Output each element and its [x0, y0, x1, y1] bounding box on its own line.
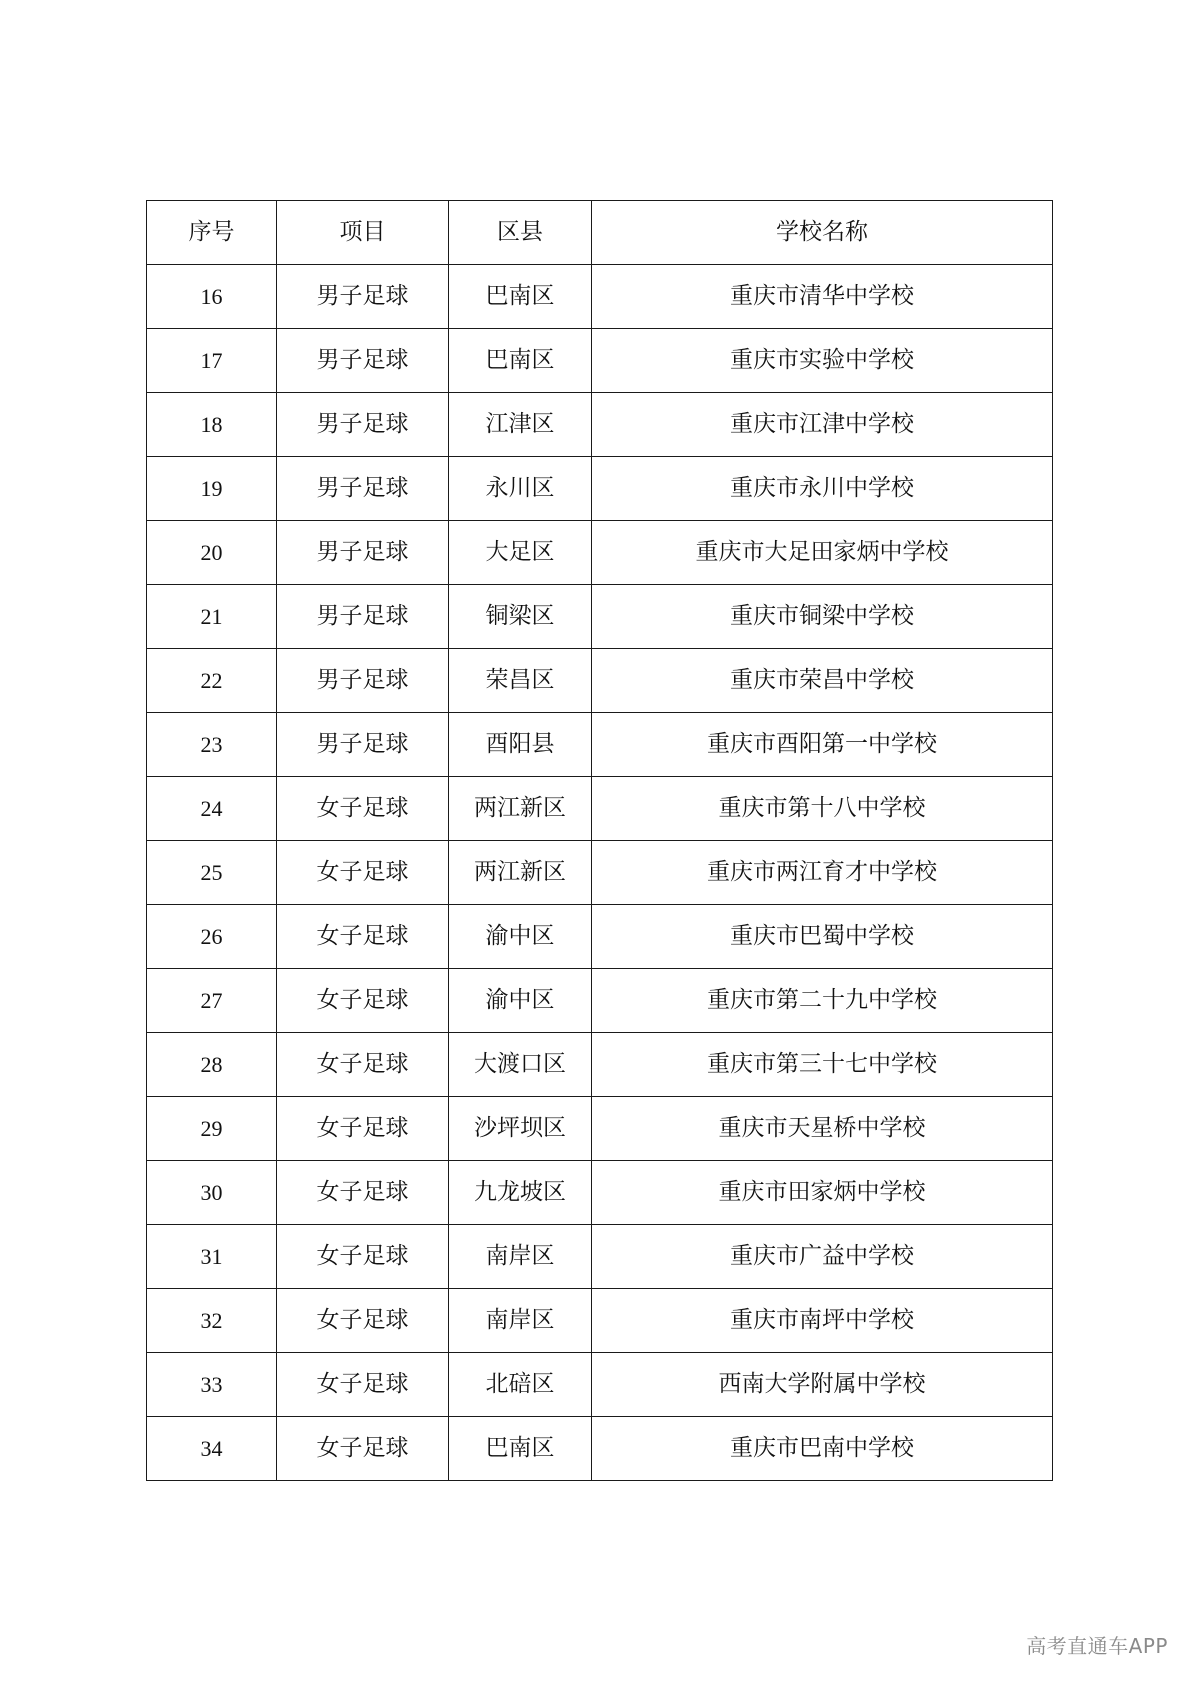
- cell-serial-number: 27: [147, 969, 277, 1033]
- cell-school-name: 重庆市南坪中学校: [592, 1289, 1053, 1353]
- table-row: [147, 1033, 1053, 1097]
- cell-school-name: 重庆市天星桥中学校: [592, 1097, 1053, 1161]
- cell-district: 铜梁区: [449, 585, 592, 649]
- cell-project: 男子足球: [277, 585, 449, 649]
- table-row: [147, 1161, 1053, 1225]
- cell-serial-number: 30: [147, 1161, 277, 1225]
- cell-school-name: 重庆市第二十九中学校: [592, 969, 1053, 1033]
- cell-district: 渝中区: [449, 905, 592, 969]
- school-list-table: [146, 200, 1053, 1481]
- table-row: [147, 1353, 1053, 1417]
- cell-project: 男子足球: [277, 393, 449, 457]
- cell-project: 女子足球: [277, 841, 449, 905]
- cell-project: 女子足球: [277, 905, 449, 969]
- cell-serial-number: 28: [147, 1033, 277, 1097]
- cell-serial-number: 25: [147, 841, 277, 905]
- cell-serial-number: 16: [147, 265, 277, 329]
- cell-school-name: 重庆市田家炳中学校: [592, 1161, 1053, 1225]
- table-row: [147, 329, 1053, 393]
- cell-school-name: 重庆市第三十七中学校: [592, 1033, 1053, 1097]
- cell-school-name: 重庆市广益中学校: [592, 1225, 1053, 1289]
- table-row: [147, 969, 1053, 1033]
- table-row: [147, 1289, 1053, 1353]
- cell-district: 大足区: [449, 521, 592, 585]
- cell-serial-number: 19: [147, 457, 277, 521]
- table-row: [147, 521, 1053, 585]
- cell-district: 巴南区: [449, 329, 592, 393]
- watermark-text: 高考直通车APP: [1026, 1634, 1168, 1658]
- cell-school-name: 重庆市永川中学校: [592, 457, 1053, 521]
- table-row: [147, 265, 1053, 329]
- header-row: [147, 201, 1053, 265]
- cell-school-name: 重庆市清华中学校: [592, 265, 1053, 329]
- table-body: [147, 265, 1053, 1481]
- cell-district: 南岸区: [449, 1225, 592, 1289]
- cell-serial-number: 31: [147, 1225, 277, 1289]
- cell-serial-number: 23: [147, 713, 277, 777]
- cell-district: 大渡口区: [449, 1033, 592, 1097]
- cell-district: 巴南区: [449, 265, 592, 329]
- cell-district: 两江新区: [449, 777, 592, 841]
- cell-serial-number: 21: [147, 585, 277, 649]
- cell-serial-number: 32: [147, 1289, 277, 1353]
- header-district: 区县: [449, 201, 592, 265]
- cell-serial-number: 17: [147, 329, 277, 393]
- cell-project: 男子足球: [277, 265, 449, 329]
- cell-project: 男子足球: [277, 329, 449, 393]
- table-row: [147, 649, 1053, 713]
- cell-serial-number: 33: [147, 1353, 277, 1417]
- cell-project: 男子足球: [277, 649, 449, 713]
- cell-district: 荣昌区: [449, 649, 592, 713]
- cell-project: 女子足球: [277, 777, 449, 841]
- cell-project: 女子足球: [277, 969, 449, 1033]
- cell-project: 男子足球: [277, 713, 449, 777]
- cell-school-name: 重庆市荣昌中学校: [592, 649, 1053, 713]
- cell-serial-number: 29: [147, 1097, 277, 1161]
- header-project: 项目: [277, 201, 449, 265]
- cell-project: 女子足球: [277, 1417, 449, 1481]
- cell-district: 九龙坡区: [449, 1161, 592, 1225]
- cell-school-name: 重庆市酉阳第一中学校: [592, 713, 1053, 777]
- cell-project: 女子足球: [277, 1161, 449, 1225]
- cell-school-name: 西南大学附属中学校: [592, 1353, 1053, 1417]
- cell-school-name: 重庆市第十八中学校: [592, 777, 1053, 841]
- cell-school-name: 重庆市大足田家炳中学校: [592, 521, 1053, 585]
- table-row: [147, 713, 1053, 777]
- cell-school-name: 重庆市巴南中学校: [592, 1417, 1053, 1481]
- cell-school-name: 重庆市巴蜀中学校: [592, 905, 1053, 969]
- cell-district: 沙坪坝区: [449, 1097, 592, 1161]
- cell-district: 南岸区: [449, 1289, 592, 1353]
- cell-project: 女子足球: [277, 1289, 449, 1353]
- cell-serial-number: 20: [147, 521, 277, 585]
- cell-school-name: 重庆市铜梁中学校: [592, 585, 1053, 649]
- cell-serial-number: 22: [147, 649, 277, 713]
- table-row: [147, 1417, 1053, 1481]
- cell-school-name: 重庆市实验中学校: [592, 329, 1053, 393]
- cell-district: 渝中区: [449, 969, 592, 1033]
- header-school-name: 学校名称: [592, 201, 1053, 265]
- cell-district: 两江新区: [449, 841, 592, 905]
- cell-project: 女子足球: [277, 1225, 449, 1289]
- cell-school-name: 重庆市江津中学校: [592, 393, 1053, 457]
- cell-serial-number: 34: [147, 1417, 277, 1481]
- table-row: [147, 905, 1053, 969]
- table-row: [147, 585, 1053, 649]
- table-row: [147, 777, 1053, 841]
- header-serial-number: 序号: [147, 201, 277, 265]
- cell-project: 女子足球: [277, 1097, 449, 1161]
- cell-school-name: 重庆市两江育才中学校: [592, 841, 1053, 905]
- table-row: [147, 1097, 1053, 1161]
- cell-project: 女子足球: [277, 1033, 449, 1097]
- table-row: [147, 457, 1053, 521]
- table-header: [147, 201, 1053, 265]
- cell-serial-number: 18: [147, 393, 277, 457]
- cell-district: 永川区: [449, 457, 592, 521]
- cell-project: 女子足球: [277, 1353, 449, 1417]
- table-row: [147, 393, 1053, 457]
- cell-district: 酉阳县: [449, 713, 592, 777]
- cell-project: 男子足球: [277, 521, 449, 585]
- table-row: [147, 841, 1053, 905]
- cell-project: 男子足球: [277, 457, 449, 521]
- cell-serial-number: 26: [147, 905, 277, 969]
- table-row: [147, 1225, 1053, 1289]
- cell-serial-number: 24: [147, 777, 277, 841]
- cell-district: 巴南区: [449, 1417, 592, 1481]
- cell-district: 北碚区: [449, 1353, 592, 1417]
- cell-district: 江津区: [449, 393, 592, 457]
